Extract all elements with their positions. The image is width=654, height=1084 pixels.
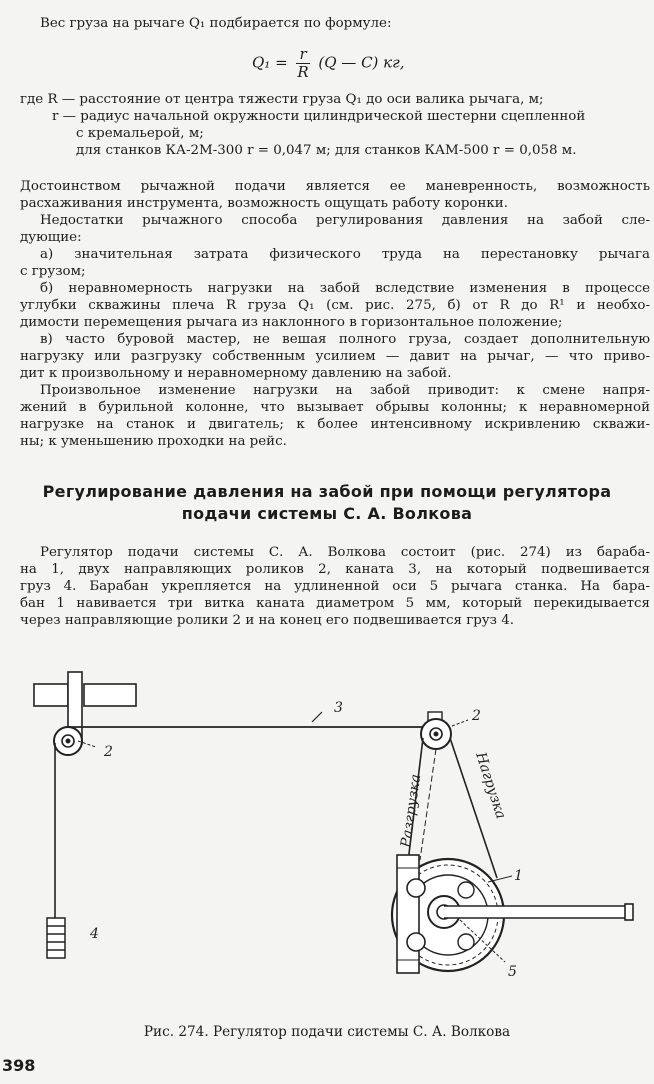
formula — [252, 46, 404, 81]
label-weight: 4 — [90, 926, 99, 942]
figure-caption: Рис. 274. Регулятор подачи системы С. А. Волкова — [143, 1024, 511, 1040]
page-number: 398 — [2, 1056, 36, 1075]
paragraph1-line: а) значительная затрата физического труда на перестановку рычага — [40, 247, 650, 262]
formula-denominator: R — [297, 63, 309, 81]
left-support-bracket — [34, 684, 136, 706]
paragraph1-line: Достоинством рычажной подачи является ее маневренность, возможность — [20, 179, 650, 194]
regulator-figure — [0, 650, 654, 1020]
definition-line: где R — расстояние от центра тяжести груза Q₁ до оси валика рычага, м; — [20, 92, 544, 107]
paragraph2-line: бан 1 навивается три витка каната диаметром 5 мм, который перекидывается — [20, 596, 650, 611]
label-roller-left: 2 — [104, 744, 113, 760]
definition-line: для станков КА-2М-300 r = 0,047 м; для станков КАМ-500 r = 0,058 м. — [76, 143, 577, 158]
paragraph1-line: б) неравномерность нагрузки на забой вследствие изменения в процессе — [40, 281, 650, 296]
section-heading: подачи системы С. А. Волкова — [181, 504, 473, 523]
label-unloading: Разгрузка — [398, 773, 425, 849]
paragraph2-line: на 1, двух направляющих роликов 2, каната 3, на который подвешивается — [20, 562, 650, 577]
label-drum: 1 — [514, 868, 523, 884]
paragraph1-line: с грузом; — [20, 264, 86, 279]
paragraph2-line: через направляющие ролики 2 и на конец его подвешивается груз 4. — [20, 613, 515, 628]
paragraph1-line: димости перемещения рычага из наклонного в горизонтальное положение; — [20, 315, 563, 330]
left-guide-roller — [54, 727, 96, 755]
lever-arm — [444, 904, 633, 920]
paragraph2-line: Регулятор подачи системы С. А. Волкова состоит (рис. 274) из бараба- — [40, 545, 650, 560]
weight — [47, 918, 65, 958]
paragraph1-line: расхаживания инструмента, возможность ощущать работу коронки. — [20, 196, 508, 211]
paragraph1-line: нагрузку или разгрузку собственным усилием — давит на рычаг, — что приво- — [20, 349, 650, 364]
section-heading: Регулирование давления на забой при помощи регулятора — [42, 482, 612, 501]
label-loading: Нагрузка — [472, 750, 509, 821]
label-roller-right: 2 — [472, 708, 481, 724]
definition-line: с кремальерой, м; — [76, 126, 204, 141]
paragraph1-line: Произвольное изменение нагрузки на забой приводит: к смене напря- — [40, 383, 650, 398]
label-rope: 3 — [334, 700, 343, 716]
formula-fraction — [296, 46, 309, 81]
paragraph1-line: дит к произвольному и неравномерному давлению на забой. — [20, 366, 452, 381]
paragraph1-line: жений в бурильной колонне, что вызывает обрывы колонны; к неравномерной — [20, 400, 650, 415]
intro-line: Вес груза на рычаге Q₁ подбирается по формуле: — [40, 16, 392, 31]
formula-rhs: (Q — C) кг, — [318, 53, 405, 72]
formula-lhs: Q₁ = — [252, 53, 288, 72]
paragraph1-line: ны; к уменьшению проходки на рейс. — [20, 434, 287, 449]
paragraph1-line: углубки скважины плеча R груза Q₁ (см. рис. 275, б) от R до R¹ и необхо- — [20, 298, 650, 313]
paragraph1-line: дующие: — [20, 230, 82, 245]
label-axle: 5 — [508, 964, 517, 980]
paragraph1-line: нагрузке на станок и двигатель; к более интенсивному искривлению скважи- — [20, 417, 650, 432]
formula-numerator: r — [296, 46, 309, 64]
paragraph2-line: груз 4. Барабан укрепляется на удлиненной оси 5 рычага станка. На бара- — [20, 579, 650, 594]
paragraph1-line: Недостатки рычажного способа регулирования давления на забой сле- — [40, 213, 650, 228]
definition-line: r — радиус начальной окружности цилиндрической шестерни сцепленной — [52, 109, 586, 124]
paragraph1-line: в) часто буровой мастер, не вешая полного груза, создает дополнительную — [40, 332, 650, 347]
right-guide-roller — [421, 712, 468, 749]
